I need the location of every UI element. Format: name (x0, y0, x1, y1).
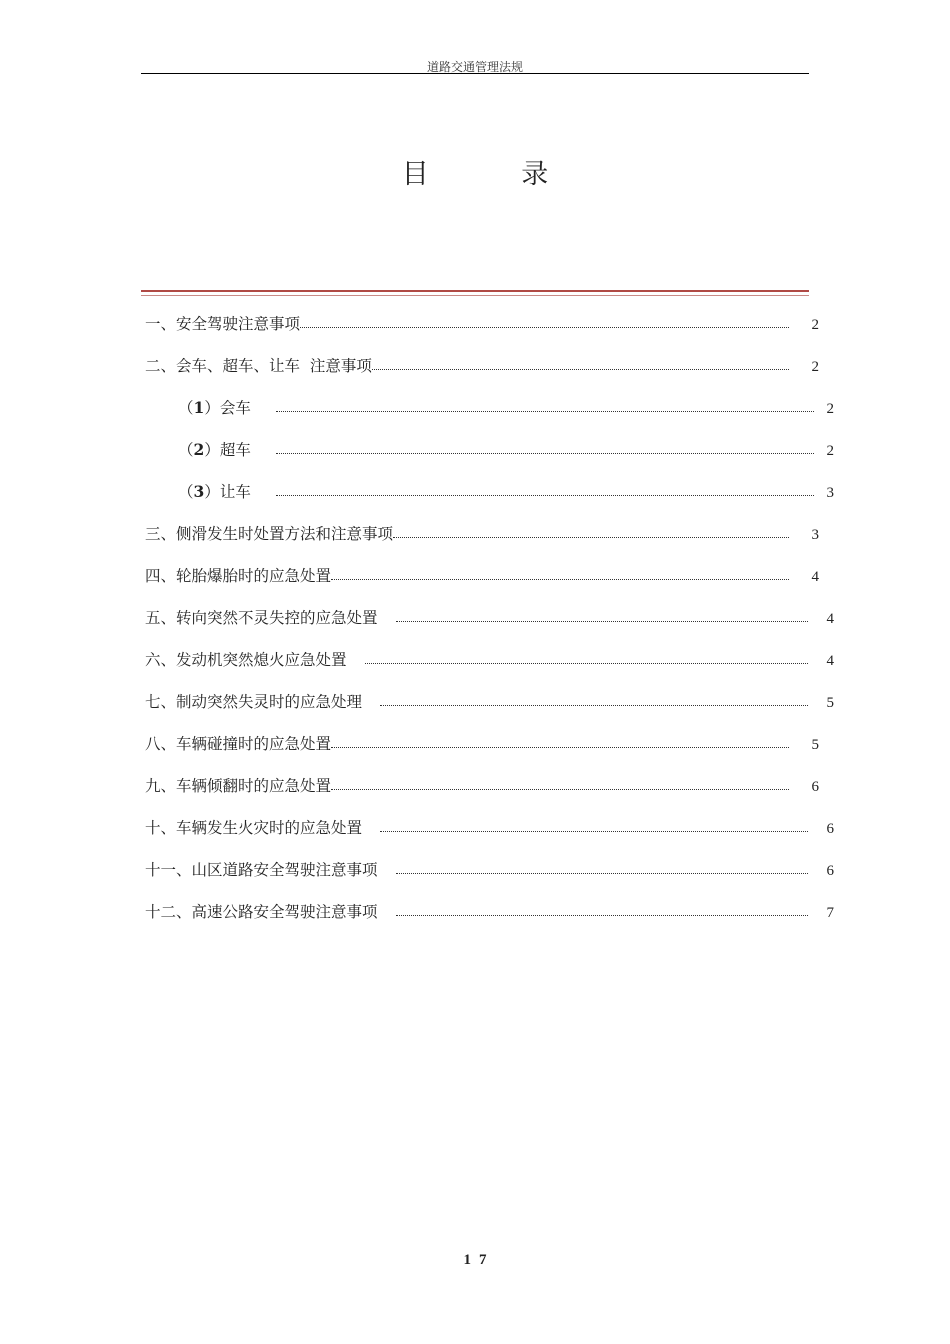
toc-entry[interactable] (145, 312, 819, 334)
toc-entry[interactable] (145, 816, 834, 838)
toc-entry-page: 2 (826, 401, 834, 417)
toc-entry-page: 3 (811, 527, 819, 543)
toc-leader-dots (372, 369, 789, 370)
toc-leader-dots (276, 411, 814, 412)
toc-entry-label: 十一、山区道路安全驾驶注意事项 (145, 861, 378, 879)
toc-entry-label: 十、车辆发生火灾时的应急处置 (145, 819, 363, 837)
toc-subentry[interactable] (178, 438, 834, 460)
toc-entry-page: 4 (811, 569, 819, 585)
toc-entry[interactable] (145, 774, 819, 796)
toc-entry[interactable] (145, 564, 819, 586)
toc-leader-dots (331, 579, 789, 580)
toc-entry-page: 3 (826, 485, 834, 501)
toc-leader-dots (276, 495, 814, 496)
toc-leader-dots (276, 453, 814, 454)
toc-entry-label: 三、侧滑发生时处置方法和注意事项 (145, 525, 394, 543)
toc-leader-dots (396, 915, 808, 916)
toc-entry-label: 七、制动突然失灵时的应急处理 (145, 693, 363, 711)
toc-leader-dots (396, 873, 808, 874)
toc-entry-label: 一、安全驾驶注意事项 (145, 315, 301, 333)
toc-entry-page: 6 (826, 821, 834, 837)
toc-entry-page: 4 (826, 611, 834, 627)
toc-entry-label: （2）超车 (178, 440, 251, 459)
running-header: 道路交通管理法规 (426, 60, 523, 74)
toc-subentry[interactable] (178, 480, 834, 502)
toc-entry-label: 六、发动机突然熄火应急处置 (145, 651, 347, 669)
toc-entry-page: 5 (811, 737, 819, 753)
toc-entry[interactable] (145, 354, 819, 376)
toc-entry-page: 2 (811, 359, 819, 375)
page-number: 17 (463, 1252, 495, 1268)
toc-entry-label: 八、车辆碰撞时的应急处置 (145, 735, 332, 753)
toc-entry-page: 4 (826, 653, 834, 669)
toc-entry-page: 6 (811, 779, 819, 795)
toc-entry[interactable] (145, 648, 834, 670)
toc-entry-page: 5 (826, 695, 834, 711)
header-rule (141, 73, 809, 74)
toc-entry-page: 2 (826, 443, 834, 459)
toc-subentry[interactable] (178, 396, 834, 418)
toc-entry-label: （1）会车 (178, 398, 251, 417)
toc-entry-label: （3）让车 (178, 482, 251, 501)
toc-entry-label: 九、车辆倾翻时的应急处置 (145, 777, 332, 795)
toc-divider (141, 290, 809, 296)
toc-entry-label: 四、轮胎爆胎时的应急处置 (145, 567, 332, 585)
toc-leader-dots (300, 327, 789, 328)
toc-entry-page: 2 (811, 317, 819, 333)
toc-entry[interactable] (145, 900, 834, 922)
toc-leader-dots (331, 747, 789, 748)
toc-title: 目 录 (401, 159, 591, 190)
toc-leader-dots (331, 789, 789, 790)
toc-entry-label: 十二、高速公路安全驾驶注意事项 (145, 903, 378, 921)
toc-leader-dots (393, 537, 789, 538)
toc-leader-dots (396, 621, 808, 622)
toc-leader-dots (380, 705, 808, 706)
toc-entry[interactable] (145, 732, 819, 754)
toc-leader-dots (365, 663, 808, 664)
toc-leader-dots (380, 831, 808, 832)
toc-entry-page: 7 (826, 905, 834, 921)
toc-entry-label: 五、转向突然不灵失控的应急处置 (145, 609, 378, 627)
toc-entry-page: 6 (826, 863, 834, 879)
toc-entry[interactable] (145, 606, 834, 628)
toc-entry[interactable] (145, 858, 834, 880)
toc-entry-label: 二、会车、超车、让车 注意事项 (145, 357, 372, 375)
toc-entry[interactable] (145, 690, 834, 712)
toc-entry[interactable] (145, 522, 819, 544)
